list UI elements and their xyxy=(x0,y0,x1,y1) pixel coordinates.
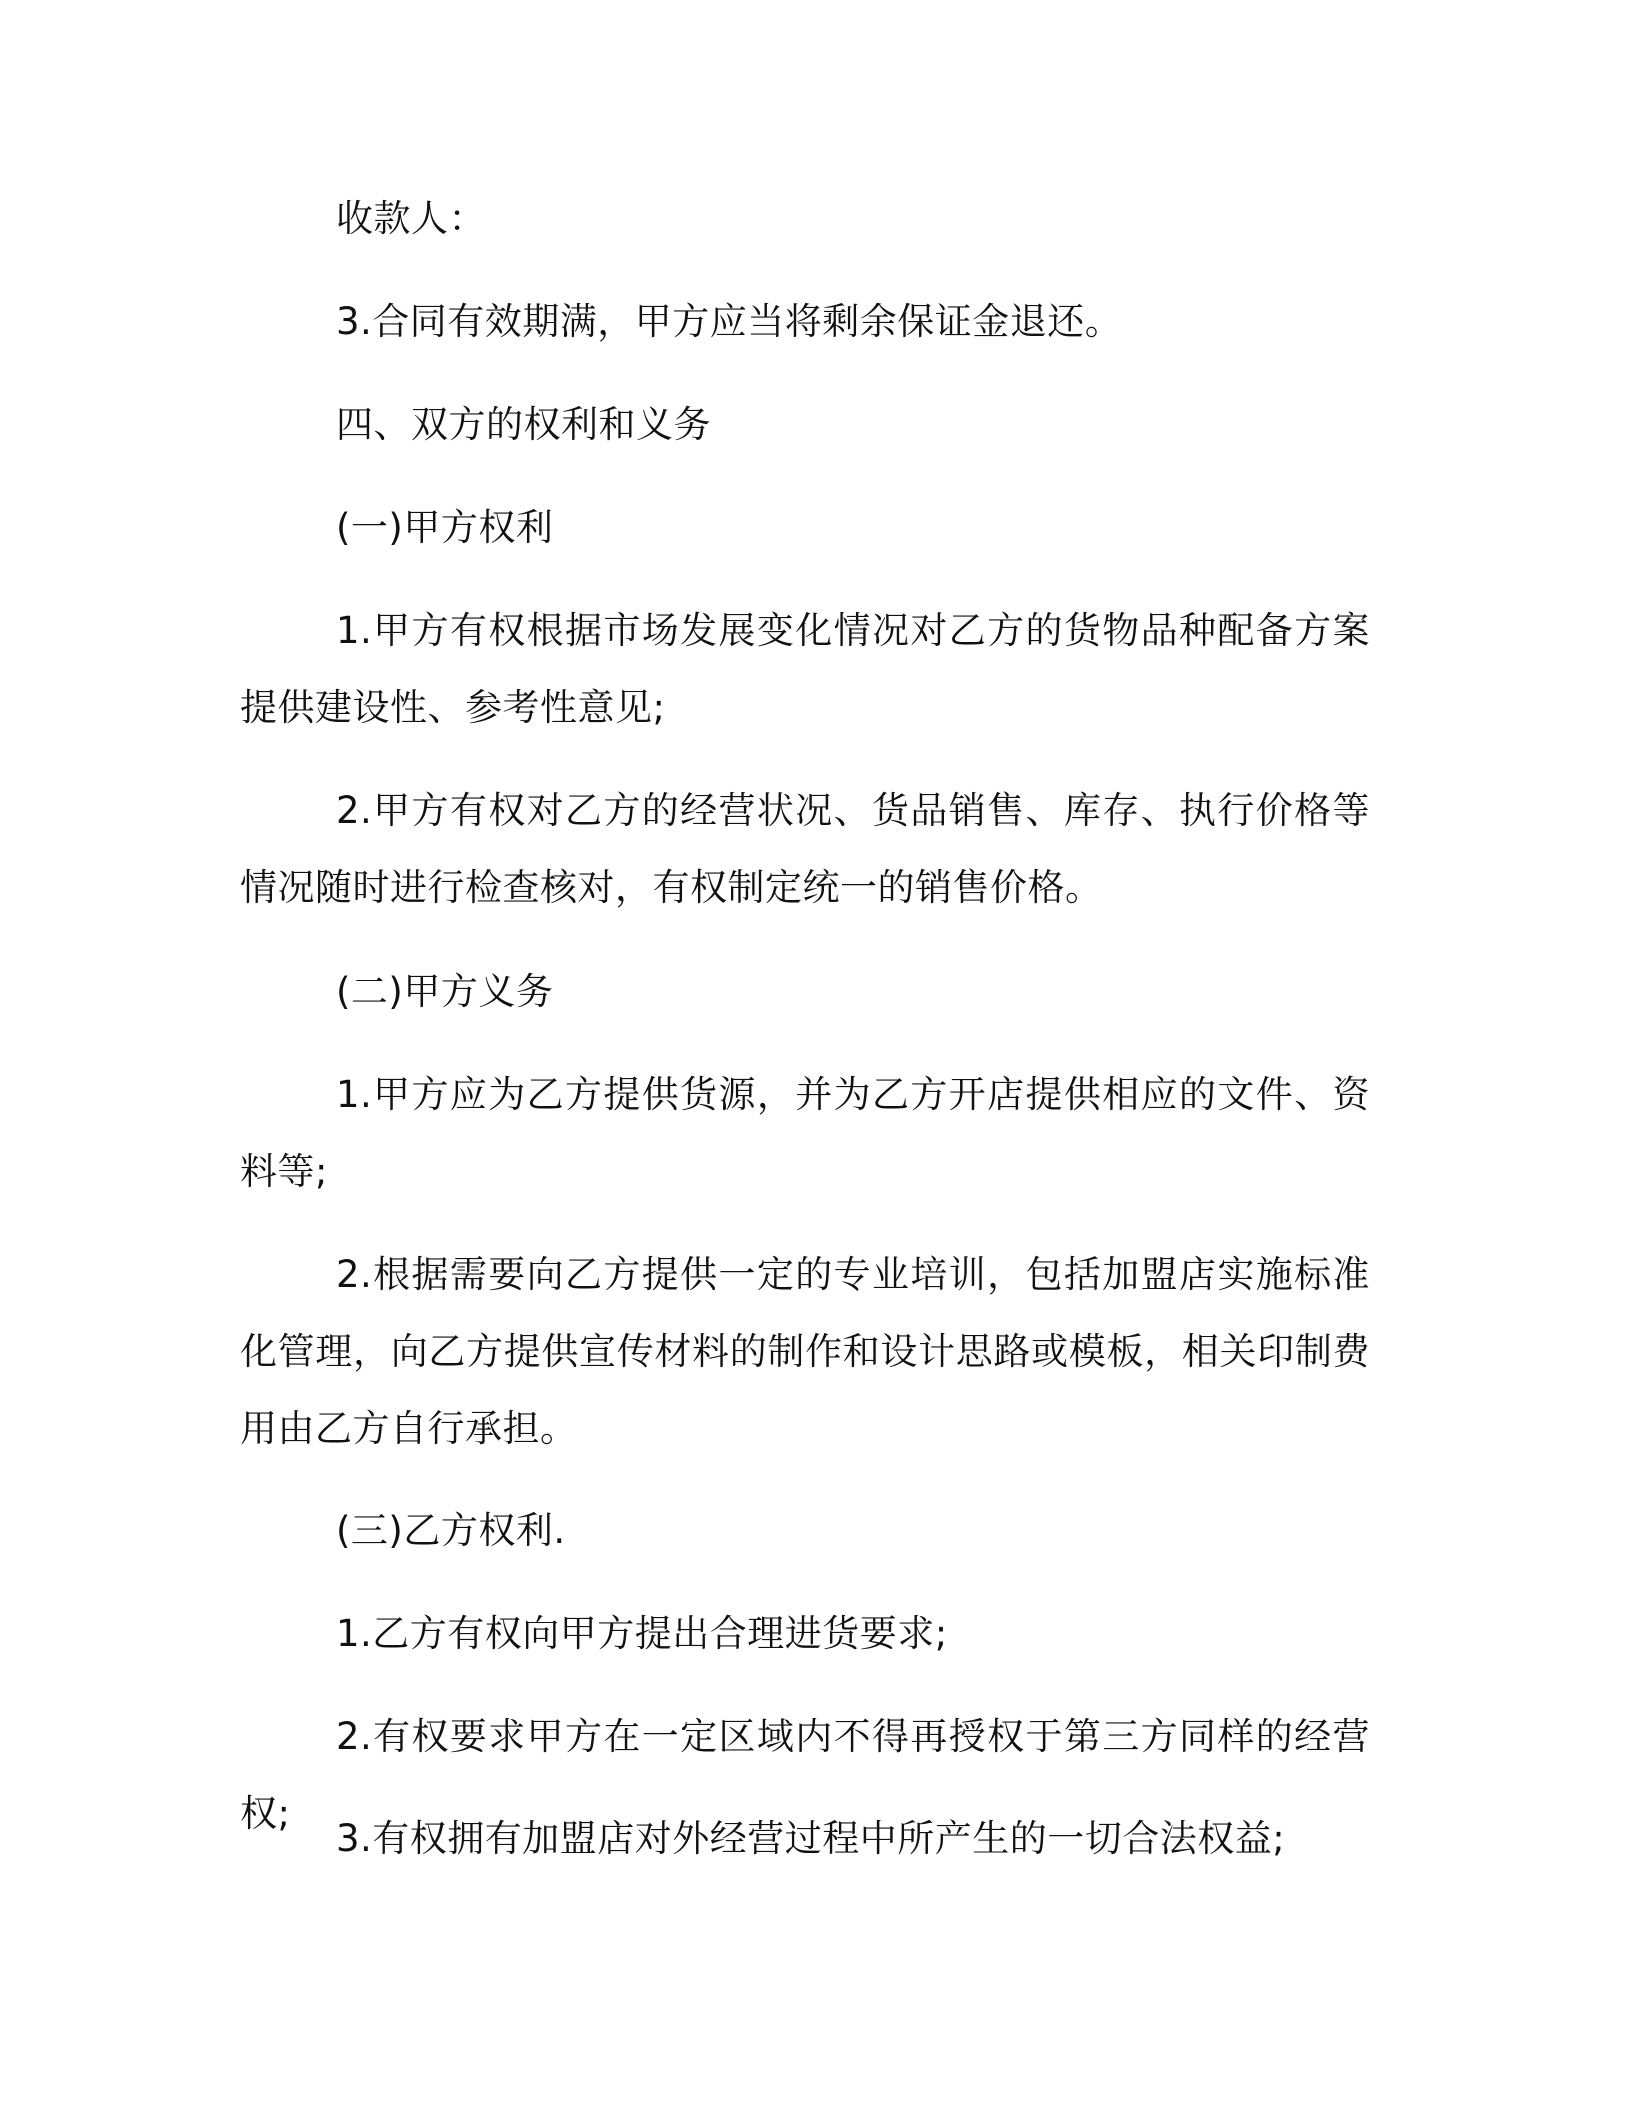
payee-line: 收款人： xyxy=(336,197,486,240)
party-a-right-2: 2.甲方有权对乙方的经营状况、货品销售、库存、执行价格等情况随时进行检查核对，有权制定统一的销售价格。 xyxy=(240,789,1370,909)
subheading-party-b-rights: (三)乙方权利. xyxy=(336,1509,566,1552)
subheading-party-a-obligations: (二)甲方义务 xyxy=(336,970,554,1013)
subheading-party-a-rights: (一)甲方权利 xyxy=(336,506,554,549)
party-a-obligation-2: 2.根据需要向乙方提供一定的专业培训，包括加盟店实施标准化管理，向乙方提供宣传材料的制作和设计思路或模板，相关印制费用由乙方自行承担。 xyxy=(240,1253,1370,1450)
party-a-right-1: 1.甲方有权根据市场发展变化情况对乙方的货物品种配备方案提供建设性、参考性意见; xyxy=(240,609,1370,729)
party-b-right-2: 2.有权要求甲方在一定区域内不得再授权于第三方同样的经营权; xyxy=(240,1715,1370,1835)
party-b-right-3: 3.有权拥有加盟店对外经营过程中所产生的一切合法权益; xyxy=(336,1817,1286,1860)
clause-3-deposit-refund: 3.合同有效期满，甲方应当将剩余保证金退还。 xyxy=(336,300,1123,343)
party-a-obligation-1: 1.甲方应为乙方提供货源，并为乙方开店提供相应的文件、资料等; xyxy=(240,1073,1370,1193)
section-heading-rights-obligations: 四、双方的权利和义务 xyxy=(336,403,711,446)
party-b-right-1: 1.乙方有权向甲方提出合理进货要求; xyxy=(336,1612,948,1655)
